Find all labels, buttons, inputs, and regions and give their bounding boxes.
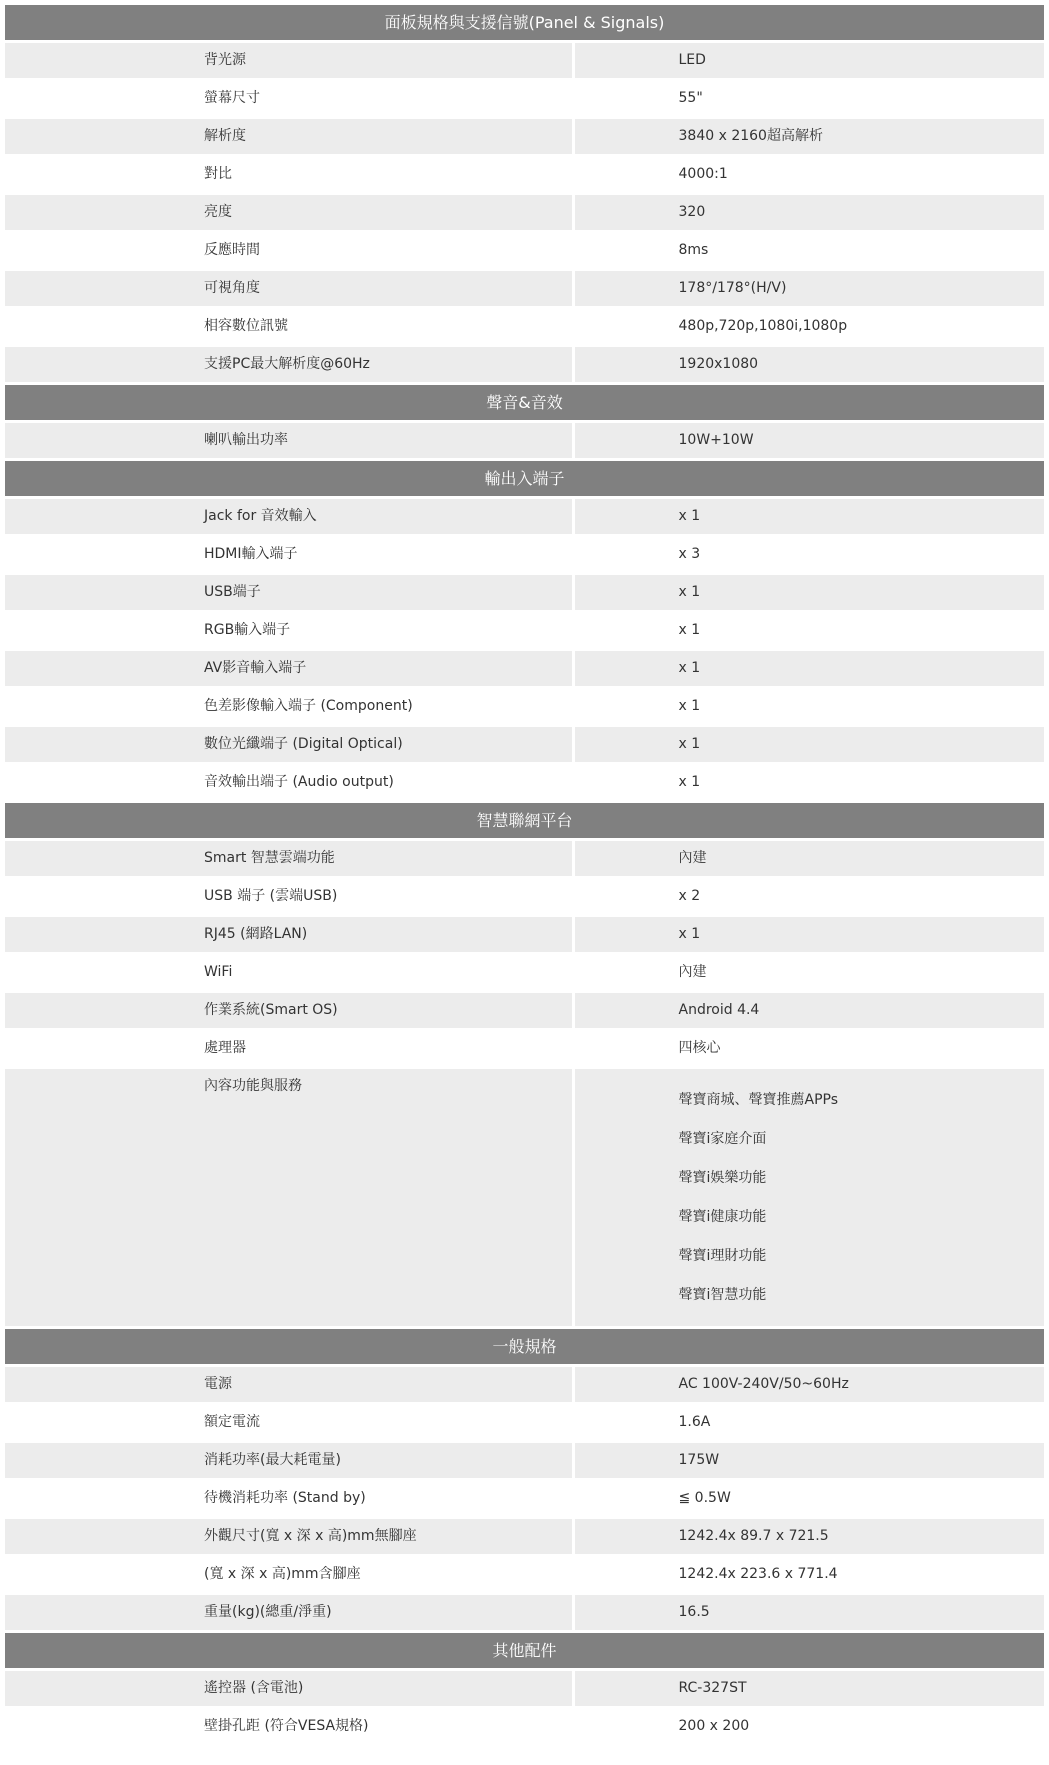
spec-row bbox=[5, 993, 1044, 1028]
spec-label: 待機消耗功率 (Stand by) bbox=[204, 1490, 366, 1506]
spec-label: 外觀尺寸(寬 x 深 x 高)mm無腳座 bbox=[5, 1519, 572, 1554]
spec-label: 音效輸出端子 (Audio output) bbox=[204, 774, 394, 790]
section-header: 面板規格與支援信號(Panel & Signals) bbox=[5, 5, 1044, 40]
spec-value: Android 4.4 bbox=[575, 993, 1045, 1028]
spec-row bbox=[5, 1069, 1044, 1326]
spec-row bbox=[5, 81, 1044, 116]
spec-row bbox=[5, 119, 1044, 154]
spec-label: (寬 x 深 x 高)mm含腳座 bbox=[204, 1566, 361, 1582]
spec-label: 作業系統(Smart OS) bbox=[5, 993, 572, 1028]
section-header: 智慧聯網平台 bbox=[5, 803, 1044, 838]
spec-label: 處理器 bbox=[204, 1040, 246, 1056]
spec-row bbox=[5, 841, 1044, 876]
spec-row bbox=[5, 271, 1044, 306]
spec-value: 480p,720p,1080i,1080p bbox=[678, 318, 848, 334]
spec-value: 內建 bbox=[678, 964, 707, 980]
spec-row bbox=[5, 499, 1044, 534]
spec-row bbox=[5, 157, 1044, 192]
spec-value: 內建 bbox=[575, 841, 1045, 876]
spec-value: 3840 x 2160超高解析 bbox=[575, 119, 1045, 154]
spec-label: RGB輸入端子 bbox=[204, 622, 291, 638]
spec-value: 55" bbox=[678, 90, 703, 106]
spec-value-line: 聲寶i家庭介面 bbox=[678, 1131, 767, 1147]
spec-label: USB 端子 (雲端USB) bbox=[204, 888, 338, 904]
spec-row bbox=[5, 1031, 1044, 1066]
spec-row bbox=[5, 1481, 1044, 1516]
spec-value: x 3 bbox=[678, 546, 701, 562]
spec-value: x 1 bbox=[575, 727, 1045, 762]
spec-label: 遙控器 (含電池) bbox=[5, 1671, 572, 1706]
section-header: 一般規格 bbox=[5, 1329, 1044, 1364]
spec-row bbox=[5, 879, 1044, 914]
spec-row bbox=[5, 613, 1044, 648]
spec-label: 對比 bbox=[204, 166, 232, 182]
spec-row bbox=[5, 727, 1044, 762]
section-header: 其他配件 bbox=[5, 1633, 1044, 1668]
spec-value: x 2 bbox=[678, 888, 701, 904]
spec-value: 1242.4x 223.6 x 771.4 bbox=[678, 1566, 838, 1582]
spec-label: 相容數位訊號 bbox=[204, 318, 288, 334]
spec-label: 支援PC最大解析度@60Hz bbox=[5, 347, 572, 382]
spec-label: 消耗功率(最大耗電量) bbox=[5, 1443, 572, 1478]
spec-value: x 1 bbox=[678, 774, 701, 790]
spec-value: 4000:1 bbox=[678, 166, 728, 182]
spec-label: 數位光纖端子 (Digital Optical) bbox=[5, 727, 572, 762]
spec-label: 螢幕尺寸 bbox=[204, 90, 260, 106]
spec-value: x 1 bbox=[575, 651, 1045, 686]
spec-value: 178°/178°(H/V) bbox=[575, 271, 1045, 306]
spec-label: 色差影像輸入端子 (Component) bbox=[204, 698, 413, 714]
spec-value-line: 聲寶i智慧功能 bbox=[678, 1287, 767, 1303]
spec-label: USB端子 bbox=[5, 575, 572, 610]
spec-value: 1920x1080 bbox=[575, 347, 1045, 382]
spec-value: ≦ 0.5W bbox=[678, 1490, 731, 1506]
spec-row bbox=[5, 43, 1044, 78]
spec-row bbox=[5, 1443, 1044, 1478]
spec-label: 電源 bbox=[5, 1367, 572, 1402]
spec-row bbox=[5, 195, 1044, 230]
spec-label: 喇叭輸出功率 bbox=[5, 423, 572, 458]
spec-row bbox=[5, 651, 1044, 686]
spec-value: x 1 bbox=[678, 622, 701, 638]
spec-value bbox=[575, 1069, 1045, 1326]
spec-value-line: 聲寶i理財功能 bbox=[678, 1248, 767, 1264]
spec-value: RC-327ST bbox=[575, 1671, 1045, 1706]
spec-value: 8ms bbox=[678, 242, 709, 258]
spec-label: 壁掛孔距 (符合VESA規格) bbox=[204, 1718, 369, 1734]
spec-value: 四核心 bbox=[678, 1040, 721, 1056]
spec-row bbox=[5, 917, 1044, 952]
spec-label: 重量(kg)(總重/淨重) bbox=[5, 1595, 572, 1630]
spec-row bbox=[5, 1367, 1044, 1402]
section-header: 輸出入端子 bbox=[5, 461, 1044, 496]
spec-value: AC 100V-240V/50~60Hz bbox=[575, 1367, 1045, 1402]
spec-value: x 1 bbox=[575, 499, 1045, 534]
spec-table bbox=[5, 5, 1044, 1747]
spec-value: x 1 bbox=[575, 917, 1045, 952]
spec-row bbox=[5, 575, 1044, 610]
spec-value: x 1 bbox=[575, 575, 1045, 610]
spec-row bbox=[5, 1671, 1044, 1706]
spec-row bbox=[5, 955, 1044, 990]
spec-label: 亮度 bbox=[5, 195, 572, 230]
spec-value-line: 聲寶i娛樂功能 bbox=[678, 1170, 767, 1186]
spec-row bbox=[5, 1519, 1044, 1554]
spec-label: RJ45 (網路LAN) bbox=[5, 917, 572, 952]
spec-row bbox=[5, 233, 1044, 268]
spec-row bbox=[5, 1709, 1044, 1744]
spec-value: LED bbox=[575, 43, 1045, 78]
spec-label: Jack for 音效輸入 bbox=[5, 499, 572, 534]
spec-value: 10W+10W bbox=[575, 423, 1045, 458]
spec-label: 可視角度 bbox=[5, 271, 572, 306]
spec-label: WiFi bbox=[204, 964, 233, 980]
spec-row bbox=[5, 423, 1044, 458]
spec-row bbox=[5, 537, 1044, 572]
spec-label: 額定電流 bbox=[204, 1414, 260, 1430]
spec-label: 背光源 bbox=[5, 43, 572, 78]
spec-value: x 1 bbox=[678, 698, 701, 714]
spec-value: 1.6A bbox=[678, 1414, 711, 1430]
spec-row bbox=[5, 765, 1044, 800]
spec-value: 1242.4x 89.7 x 721.5 bbox=[575, 1519, 1045, 1554]
spec-label: 內容功能與服務 bbox=[5, 1069, 572, 1326]
spec-label: Smart 智慧雲端功能 bbox=[5, 841, 572, 876]
spec-row bbox=[5, 1557, 1044, 1592]
spec-value-line: 聲寶商城、聲寶推薦APPs bbox=[678, 1092, 839, 1108]
spec-value: 320 bbox=[575, 195, 1045, 230]
spec-value: 200 x 200 bbox=[678, 1718, 750, 1734]
spec-value: 175W bbox=[575, 1443, 1045, 1478]
spec-row bbox=[5, 689, 1044, 724]
spec-label: 反應時間 bbox=[204, 242, 260, 258]
spec-row bbox=[5, 1595, 1044, 1630]
spec-row bbox=[5, 347, 1044, 382]
spec-value-line: 聲寶i健康功能 bbox=[678, 1209, 767, 1225]
spec-row bbox=[5, 309, 1044, 344]
spec-label: 解析度 bbox=[5, 119, 572, 154]
spec-label: AV影音輸入端子 bbox=[5, 651, 572, 686]
section-header: 聲音&音效 bbox=[5, 385, 1044, 420]
spec-row bbox=[5, 1405, 1044, 1440]
spec-label: HDMI輸入端子 bbox=[204, 546, 298, 562]
spec-value: 16.5 bbox=[575, 1595, 1045, 1630]
